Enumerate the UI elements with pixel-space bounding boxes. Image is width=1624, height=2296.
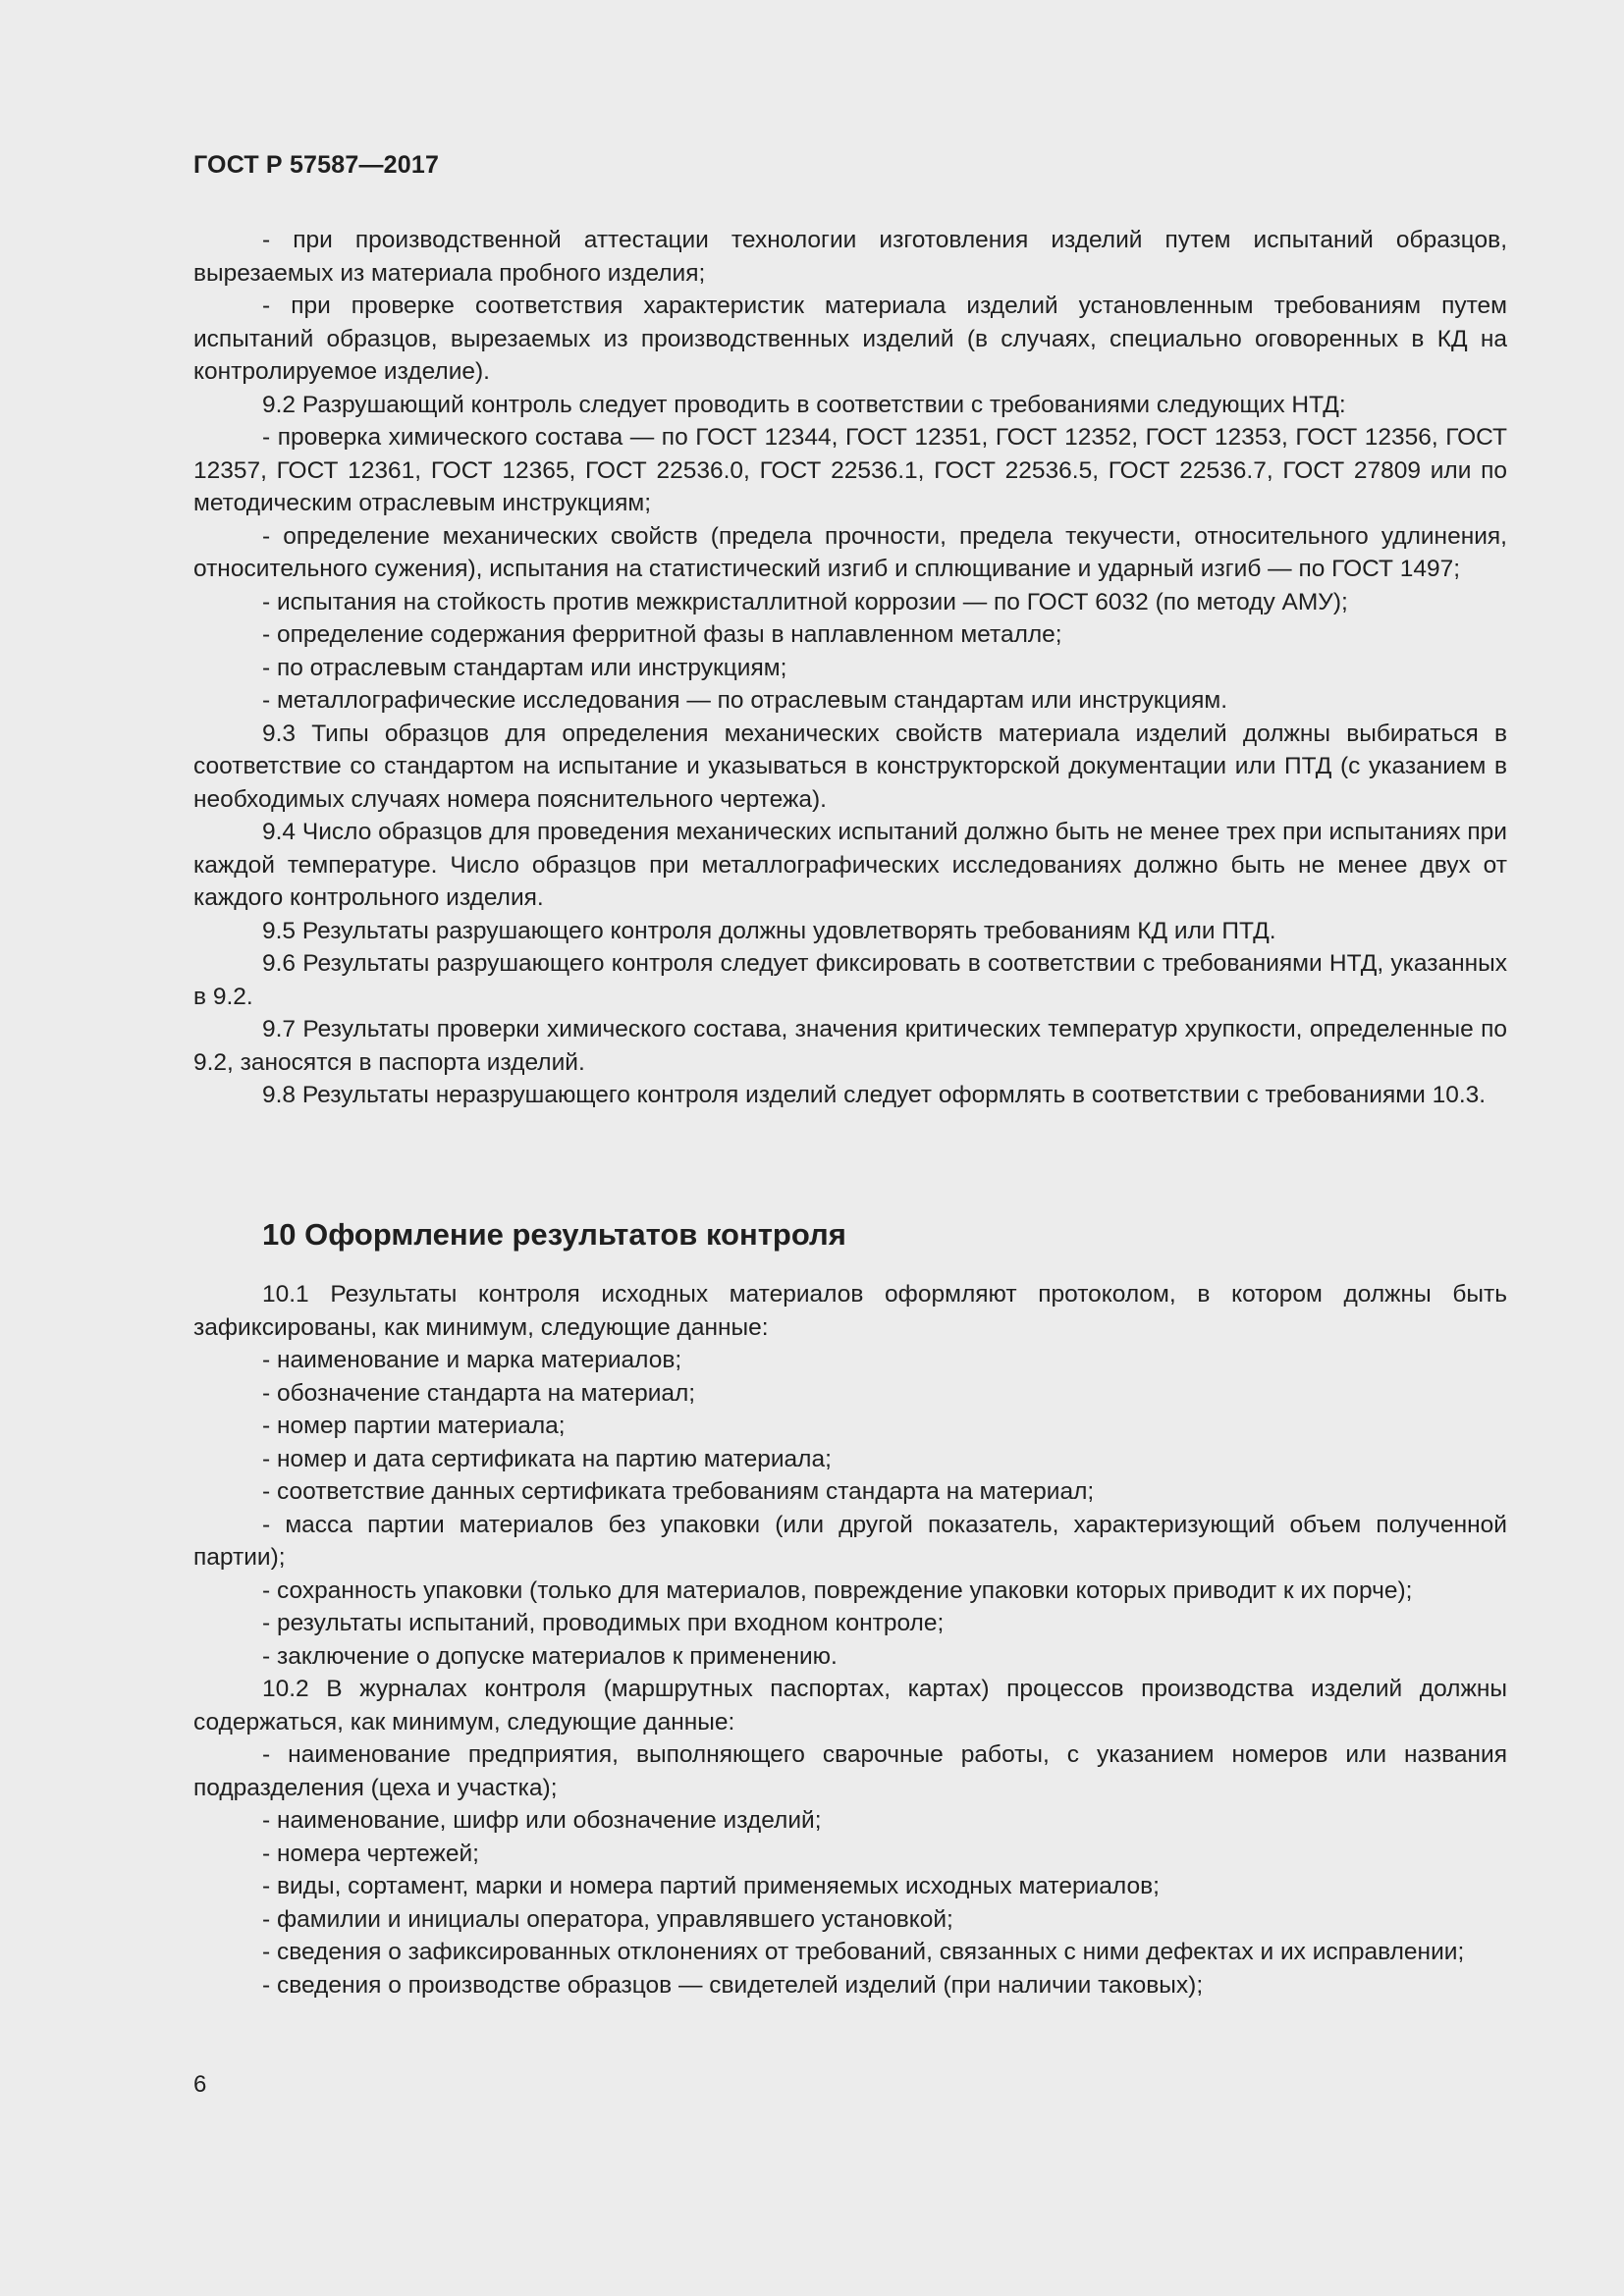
paragraph: 9.4 Число образцов для проведения механических испытаний должно быть не менее трех при испытаниях при каждой температуре. Число образцов при металлографических исследованиях должно быть не менее двух от каждого контрольного изделия. <box>193 819 1507 911</box>
paragraph: - номер партии материала; <box>262 1413 566 1439</box>
paragraph: - наименование, шифр или обозначение изделий; <box>262 1807 822 1834</box>
paragraph: 9.6 Результаты разрушающего контроля следует фиксировать в соответствии с требованиями НТД, указанных в 9.2. <box>193 950 1507 1010</box>
paragraph: - при проверке соответствия характеристик материала изделий установленным требованиям путем испытаний образцов, вырезаемых из производственных изделий (в случаях, специально оговоренных в КД на контролируемое изделие). <box>193 293 1507 385</box>
document-header: ГОСТ Р 57587—2017 <box>193 151 440 179</box>
paragraph: - сведения о зафиксированных отклонениях от требований, связанных с ними дефектах и их исправлении; <box>262 1939 1465 1965</box>
paragraph: - номера чертежей; <box>262 1840 479 1867</box>
paragraph: - по отраслевым стандартам или инструкциям; <box>262 654 787 681</box>
paragraph: - результаты испытаний, проводимых при входном контроле; <box>262 1610 945 1636</box>
paragraph: - масса партии материалов без упаковки (или другой показатель, характеризующий объем полученной партии); <box>193 1511 1507 1571</box>
paragraph: - при производственной аттестации технологии изготовления изделий путем испытаний образцов, вырезаемых из материала пробного изделия; <box>193 227 1507 287</box>
section-heading: 10 Оформление результатов контроля <box>262 1217 846 1252</box>
paragraph: - определение механических свойств (предела прочности, предела текучести, относительного удлинения, относительного сужения), испытания на статистический изгиб и сплющивание и ударный изгиб — по ГОСТ 1497; <box>193 522 1507 582</box>
paragraph: - виды, сортамент, марки и номера партий применяемых исходных материалов; <box>262 1873 1160 1899</box>
paragraph: - металлографические исследования — по отраслевым стандартам или инструкциям. <box>262 687 1228 714</box>
section-10-heading-block <box>193 1215 1507 1255</box>
paragraph: - определение содержания ферритной фазы в наплавленном металле; <box>262 621 1062 648</box>
paragraph: 9.8 Результаты неразрушающего контроля изделий следует оформлять в соответствии с требованиями 10.3. <box>262 1082 1487 1108</box>
section-9-tail <box>193 224 1507 1112</box>
page-number: 6 <box>193 2071 207 2098</box>
paragraph: - фамилии и инициалы оператора, управлявшего установкой; <box>262 1905 953 1933</box>
paragraph: - наименование и марка материалов; <box>262 1347 682 1373</box>
paragraph: - заключение о допуске материалов к применению. <box>262 1642 838 1670</box>
paragraph: - сведения о производстве образцов — свидетелей изделий (при наличии таковых); <box>262 1971 1204 1999</box>
paragraph: - номер и дата сертификата на партию материала; <box>262 1445 832 1472</box>
section-10 <box>193 1278 1507 2002</box>
paragraph: - сохранность упаковки (только для материалов, повреждение упаковки которых приводит к их порче); <box>262 1576 1413 1604</box>
paragraph: 9.2 Разрушающий контроль следует проводить в соответствии с требованиями следующих НТД: <box>262 391 1346 418</box>
paragraph: 9.5 Результаты разрушающего контроля должны удовлетворять требованиям КД или ПТД. <box>262 917 1276 944</box>
paragraph: - соответствие данных сертификата требованиям стандарта на материал; <box>262 1478 1095 1505</box>
paragraph: - испытания на стойкость против межкристаллитной коррозии — по ГОСТ 6032 (по методу АМУ); <box>262 588 1348 615</box>
paragraph: 10.1 Результаты контроля исходных материалов оформляют протоколом, в котором должны быть зафиксированы, как минимум, следующие данные: <box>193 1281 1507 1341</box>
paragraph: - обозначение стандарта на материал; <box>262 1379 696 1407</box>
paragraph: 9.3 Типы образцов для определения механических свойств материала изделий должны выбираться в соответствие со стандартом на испытание и указываться в конструкторской документации или ПТД (с указанием в необходимых случаях номера пояснительного чертежа). <box>193 720 1507 813</box>
paragraph: 10.2 В журналах контроля (маршрутных паспортах, картах) процессов производства изделий должны содержаться, как минимум, следующие данные: <box>193 1676 1507 1735</box>
paragraph: - проверка химического состава — по ГОСТ 12344, ГОСТ 12351, ГОСТ 12352, ГОСТ 12353, ГОСТ 12356, ГОСТ 12357, ГОСТ 12361, ГОСТ 12365, ГОСТ 22536.0, ГОСТ 22536.1, ГОСТ 22536.5, ГОСТ 22536.7, ГОСТ 27809 или по методическим отраслевым инструкциям; <box>193 424 1507 516</box>
paragraph: - наименование предприятия, выполняющего сварочные работы, с указанием номеров или названия подразделения (цеха и участка); <box>193 1741 1507 1801</box>
paragraph: 9.7 Результаты проверки химического состава, значения критических температур хрупкости, определенные по 9.2, заносятся в паспорта изделий. <box>193 1016 1507 1076</box>
